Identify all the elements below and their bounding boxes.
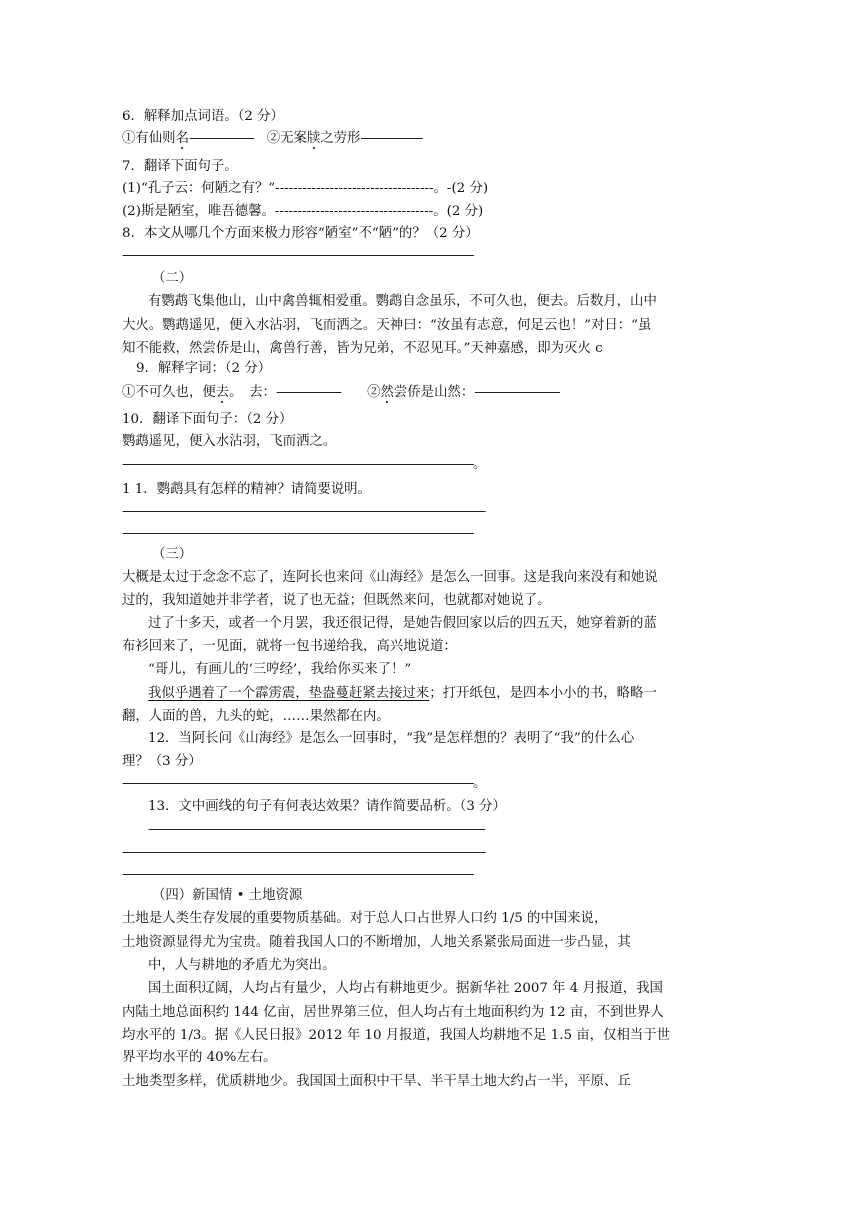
question-13-answer-blank[interactable]: ------------------------------------------------------------------------------------------------------------------- xyxy=(148,822,485,837)
section-3-paragraph-line xyxy=(122,683,657,705)
section-4-paragraph-line: 界平均水平的 40%左右。 xyxy=(122,1050,277,1065)
section-2-paragraph-line: 大火。鹦鹉遥见，便入水沾羽，飞而洒之。天神曰：“汝虽有志意，何足云也！”对日：“虽 xyxy=(122,318,652,333)
q9-item2-suffix: 尝侨是山然： xyxy=(393,385,475,400)
question-8-title: 8．本文从哪几个方面来极力形容“陋室”不“陋”的？（2 分） xyxy=(122,226,479,241)
question-10-answer-blank[interactable]: ------------------------------------------------------------------------------------------------------------------------。 xyxy=(122,457,485,472)
question-9-title: 9．解释字词：（2 分） xyxy=(136,361,272,376)
section-3-heading: （三） xyxy=(152,547,193,562)
section-4-paragraph-line: 土地资源显得尤为宝贵。随着我国人口的不断增加，人地关系紧张局面进一步凸显，其 xyxy=(122,935,631,950)
question-10-sentence: 鹦鹉遥见，便入水沾羽，飞而洒之。 xyxy=(122,434,337,449)
section-2-paragraph-line: 有鹦鹉飞集他山，山中禽兽辄相爱重。鹦鹉自念虽乐，不可久也，便去。后数月，山中 xyxy=(148,294,657,309)
paragraph-continuation: ；打开纸包，是四本小小的书，略略一 xyxy=(429,686,657,701)
section-4-paragraph-line: 内陆土地总面积约 144 亿亩，居世界第三位，但人均占有土地面积约为 12 亩，不到世界人 xyxy=(122,1005,664,1020)
section-4-paragraph-line: 均水平的 1/3。据《人民日报》2012 年 10 月报道，我国人均耕地不足 1.5 亩，仅相当于世 xyxy=(122,1028,670,1043)
question-12-answer-blank[interactable]: ------------------------------------------------------------------------------------------------------------------------。 xyxy=(122,776,485,791)
q9-item1-prefix: ①不可久也，便 xyxy=(122,385,216,400)
question-12-title: 12．当阿长问《山海经》是怎么一回事时，“我”是怎样想的？表明了“我”的什么心 xyxy=(148,731,635,746)
q6-item1-answer-blank[interactable]: ---------------------- xyxy=(188,131,254,146)
q6-item1-prefix: ①有仙则 xyxy=(122,131,176,146)
underlined-sentence: 我似乎遇着了一个霹雳震，垫盎蔓赶紧去接过来 xyxy=(148,686,430,701)
section-4-paragraph-line: 中，人与耕地的矛盾尤为突出。 xyxy=(148,958,336,973)
question-6-items xyxy=(122,128,422,150)
question-13-answer-blank[interactable]: ---------------------------------------------------------------------------------------------------------------------------- xyxy=(122,845,485,860)
question-6-title: 6．解释加点词语。（2 分） xyxy=(122,109,284,124)
question-7-title: 7．翻译下面句子。 xyxy=(122,159,238,174)
section-3-paragraph-line: 布衫回来了，一见面，就将一包书递给我，高兴地说道： xyxy=(122,639,457,654)
q6-item2-suffix: 之劳形 xyxy=(320,131,361,146)
q9-item1-suffix: 。 去： xyxy=(229,385,276,400)
section-3-paragraph-line: 大概是太过于念念不忘了，连阿长也来问《山海经》是怎么一回事。这是我向来没有和她说 xyxy=(122,570,658,585)
section-4-paragraph-line: 土地是人类生存发展的重要物质基础。对于总人口占世界人口约 1/5 的中国来说， xyxy=(122,911,608,926)
question-11-answer-blank[interactable]: ---------------------------------------------------------------------------------------------------------------------------- xyxy=(122,504,485,519)
section-4-heading: （四）新国情 • 土地资源 xyxy=(152,888,303,903)
section-3-dialogue: “哥儿，有画儿的‘三哼经’，我给你买来了！” xyxy=(148,662,412,677)
question-8-answer-blank[interactable]: ------------------------------------------------------------------------------------------------------------------------ xyxy=(122,248,473,263)
question-11-answer-blank[interactable]: ------------------------------------------------------------------------------------------------------------------------ xyxy=(122,526,473,541)
q9-item1-answer-blank[interactable]: ---------------------- xyxy=(276,385,341,400)
section-3-paragraph-line: 过了十多天，或者一个月罢，我还很记得，是她告假回家以后的四五天，她穿着新的蓝 xyxy=(148,616,657,631)
question-13-answer-blank[interactable]: ------------------------------------------------------------------------------------------------------------------------ xyxy=(122,867,473,882)
question-9-items xyxy=(122,382,559,404)
q6-item2-prefix: ②无案 xyxy=(266,131,307,146)
section-3-paragraph-line: 翻，人面的兽，九头的蛇，……果然都在内。 xyxy=(122,709,390,724)
section-4-paragraph-line: 国土面积辽阔，人均占有量少，人均占有耕地更少。据新华社 2007 年 4 月报道，我国 xyxy=(148,981,663,996)
section-2-heading: （二） xyxy=(152,271,193,286)
question-13-title: 13．文中画线的句子有何表达效果？请作简要品析。（3 分） xyxy=(148,799,506,814)
section-3-paragraph-line: 过的，我知道她并非学者，说了也无益；但既然来问，也就都对她说了。 xyxy=(122,593,551,608)
q6-item2-answer-blank[interactable]: --------------------- xyxy=(360,131,422,146)
section-2-paragraph-line: 知不能救，然尝侨是山，禽兽行善，皆为兄弟，不忍见耳。”天神嘉感，即为灭火 c xyxy=(122,341,603,356)
q9-item2-answer-blank[interactable]: ----------------------------- xyxy=(474,385,560,400)
q6-item2-dotted-word: 牍 xyxy=(306,131,321,146)
q6-item1-dotted-word: 名 xyxy=(175,131,189,146)
question-12-title-continued: 理？（3 分） xyxy=(122,754,202,769)
question-10-title: 10．翻译下面句子：（2 分） xyxy=(122,412,293,427)
q9-item1-dotted-word: 去 xyxy=(215,385,230,400)
q9-item2-dotted-word: 然 xyxy=(380,385,394,400)
question-11-title: 1 1．鹦鹉具有怎样的精神？请简要说明。 xyxy=(122,482,371,497)
question-7-line-1: (1)“孔子云：何陋之有？”-----------------------------------。-(2 分) xyxy=(122,181,489,196)
question-7-line-2: (2)斯是陋室，唯吾德馨。-----------------------------------。(2 分) xyxy=(122,204,484,219)
q9-item2-prefix: ② xyxy=(367,385,381,400)
section-4-paragraph-line: 土地类型多样，优质耕地少。我国国土面积中干旱、半干旱土地大约占一半，平原、丘 xyxy=(122,1074,631,1089)
